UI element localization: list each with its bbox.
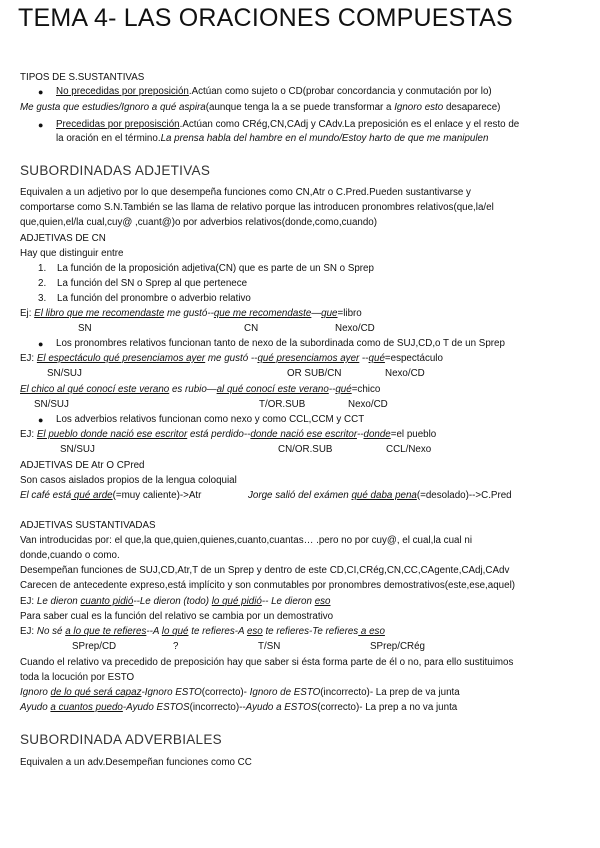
subheading-adjetivas-atr: ADJETIVAS DE Atr O CPred [20, 460, 145, 471]
subheading-adjetivas-sustantivadas: ADJETIVAS SUSTANTIVADAS [20, 520, 156, 531]
bullet-icon: ● [38, 339, 44, 349]
analysis-label: SPrep/CRég [370, 641, 425, 652]
bullet-precedidas: Precedidas por preposisción.Actúan como CRég,CN,CAdj y CAdv.La preposición es el enlace y el resto de [56, 119, 520, 130]
section-heading-adverbiales: SUBORDINADA ADVERBIALES [20, 732, 222, 747]
paragraph: comportarse como S.N.También se las llama de relativo porque las introducen pronombres relativos(que,la/el [20, 202, 494, 213]
example-line: EJ: Le dieron cuanto pidió--Le dieron (todo) lo qué pidió-- Le dieron eso [20, 596, 331, 607]
paragraph: Hay que distinguir entre [20, 248, 124, 259]
paragraph: Cuando el relativo va precedido de preposición hay que saber si ésta forma parte de él o no, para ello sustituimos [20, 657, 514, 668]
bullet-icon: ● [38, 120, 44, 130]
analysis-label: CN/OR.SUB [278, 444, 333, 455]
example-line: El chico al qué conocí este verano es rubio—al qué conocí este verano--qué=chico [20, 384, 381, 395]
paragraph: Son casos aislados propios de la lengua coloquial [20, 475, 237, 486]
bullet-no-precedidas: No precedidas por preposición.Actúan como sujeto o CD(probar concordancia y conmutación por lo) [56, 86, 492, 97]
analysis-label: SN/SUJ [34, 399, 69, 410]
bullet-pronombres: Los pronombres relativos funcionan tanto de nexo de la subordinada como de SUJ,CD,o T de un Sprep [56, 338, 505, 349]
example-line: Ignoro de lo qué será capaz-Ignoro ESTO(correcto)- Ignoro de ESTO(incorrecto)- La prep de va junta [20, 687, 460, 698]
analysis-label: T/OR.SUB [259, 399, 306, 410]
analysis-label: CN [244, 323, 259, 334]
bullet-icon: ● [38, 87, 44, 97]
analysis-label: ? [173, 641, 179, 652]
list-item: La función del SN o Sprep al que pertenece [57, 278, 248, 289]
example-line: EJ: No sé a lo que te refieres--A lo qué te refieres-A eso te refieres-Te refieres a eso [20, 626, 385, 637]
example-line: El café está qué arde(=muy caliente)->Atr [20, 490, 202, 501]
paragraph: Equivalen a un adjetivo por lo que desempeña funciones como CN,Atr o C.Pred.Pueden sustantivarse y [20, 187, 471, 198]
paragraph: Carecen de antecedente expreso,está implícito y son conmutables por pronombres demostrativos(este,ese,aquel) [20, 580, 516, 591]
paragraph: Equivalen a un adv.Desempeñan funciones como CC [20, 757, 252, 768]
analysis-label: SN/SUJ [60, 444, 95, 455]
analysis-label: SN [78, 323, 92, 334]
example-line: Jorge salió del exámen qué daba pena(=desolado)-->C.Pred [248, 490, 512, 501]
section-heading-adjetivas: SUBORDINADAS ADJETIVAS [20, 163, 211, 178]
paragraph: toda la locución por ESTO [20, 672, 135, 683]
list-number: 1. [38, 263, 47, 274]
analysis-label: Nexo/CD [348, 399, 388, 410]
analysis-label: Nexo/CD [385, 368, 425, 379]
paragraph: Para saber cual es la función del relativo se cambia por un demostrativo [20, 611, 334, 622]
analysis-label: T/SN [258, 641, 281, 652]
example-line: EJ: El espectáculo qué presenciamos ayer me gustó --qué presenciamos ayer --qué=espectáculo [20, 353, 443, 364]
paragraph: donde,cuando o como. [20, 550, 120, 561]
example-line: Me gusta que estudies/Ignoro a qué aspira(aunque tenga la a se puede transformar a Ignoro esto desaparece) [20, 102, 501, 113]
list-item: La función del pronombre o adverbio relativo [57, 293, 251, 304]
analysis-label: SPrep/CD [72, 641, 117, 652]
analysis-label: Nexo/CD [335, 323, 375, 334]
list-number: 3. [38, 293, 47, 304]
paragraph: Van introducidas por: el que,la que,quien,quienes,cuanto,cuantas… .pero no por cuy@, el cual,la cual ni [20, 535, 473, 546]
paragraph: que,quien,el/la cual,cuy@ ,cuant@)o por adverbios relativos(donde,como,cuando) [20, 217, 377, 228]
document-title: TEMA 4- LAS ORACIONES COMPUESTAS [18, 4, 513, 32]
section-heading-sustantivas: TIPOS DE S.SUSTANTIVAS [20, 72, 145, 83]
bullet-icon: ● [38, 415, 44, 425]
subheading-adjetivas-cn: ADJETIVAS DE CN [20, 233, 106, 244]
list-item: La función de la proposición adjetiva(CN) que es parte de un SN o Sprep [57, 263, 374, 274]
paragraph: Desempeñan funciones de SUJ,CD,Atr,T de un Sprep y dentro de este CD,CI,CRég,CN,CC,CAgente,CAdj,CAdv [20, 565, 510, 576]
analysis-label: OR SUB/CN [287, 368, 342, 379]
bullet-precedidas-cont: la oración en el término.La prensa habla del hambre en el mundo/Estoy harto de que me manipulen [56, 133, 489, 144]
example-line: Ej: El libro que me recomendaste me gustó--que me recomendaste—que=libro [20, 308, 362, 319]
analysis-label: SN/SUJ [47, 368, 82, 379]
bullet-adverbios: Los adverbios relativos funcionan como nexo y como CCL,CCM y CCT [56, 414, 365, 425]
list-number: 2. [38, 278, 47, 289]
example-line: EJ: El pueblo donde nació ese escritor está perdido--donde nació ese escritor--donde=el pueblo [20, 429, 437, 440]
example-line: Ayudo a cuantos puedo-Ayudo ESTOS(incorrecto)--Ayudo a ESTOS(correcto)- La prep a no va junta [20, 702, 458, 713]
analysis-label: CCL/Nexo [386, 444, 432, 455]
